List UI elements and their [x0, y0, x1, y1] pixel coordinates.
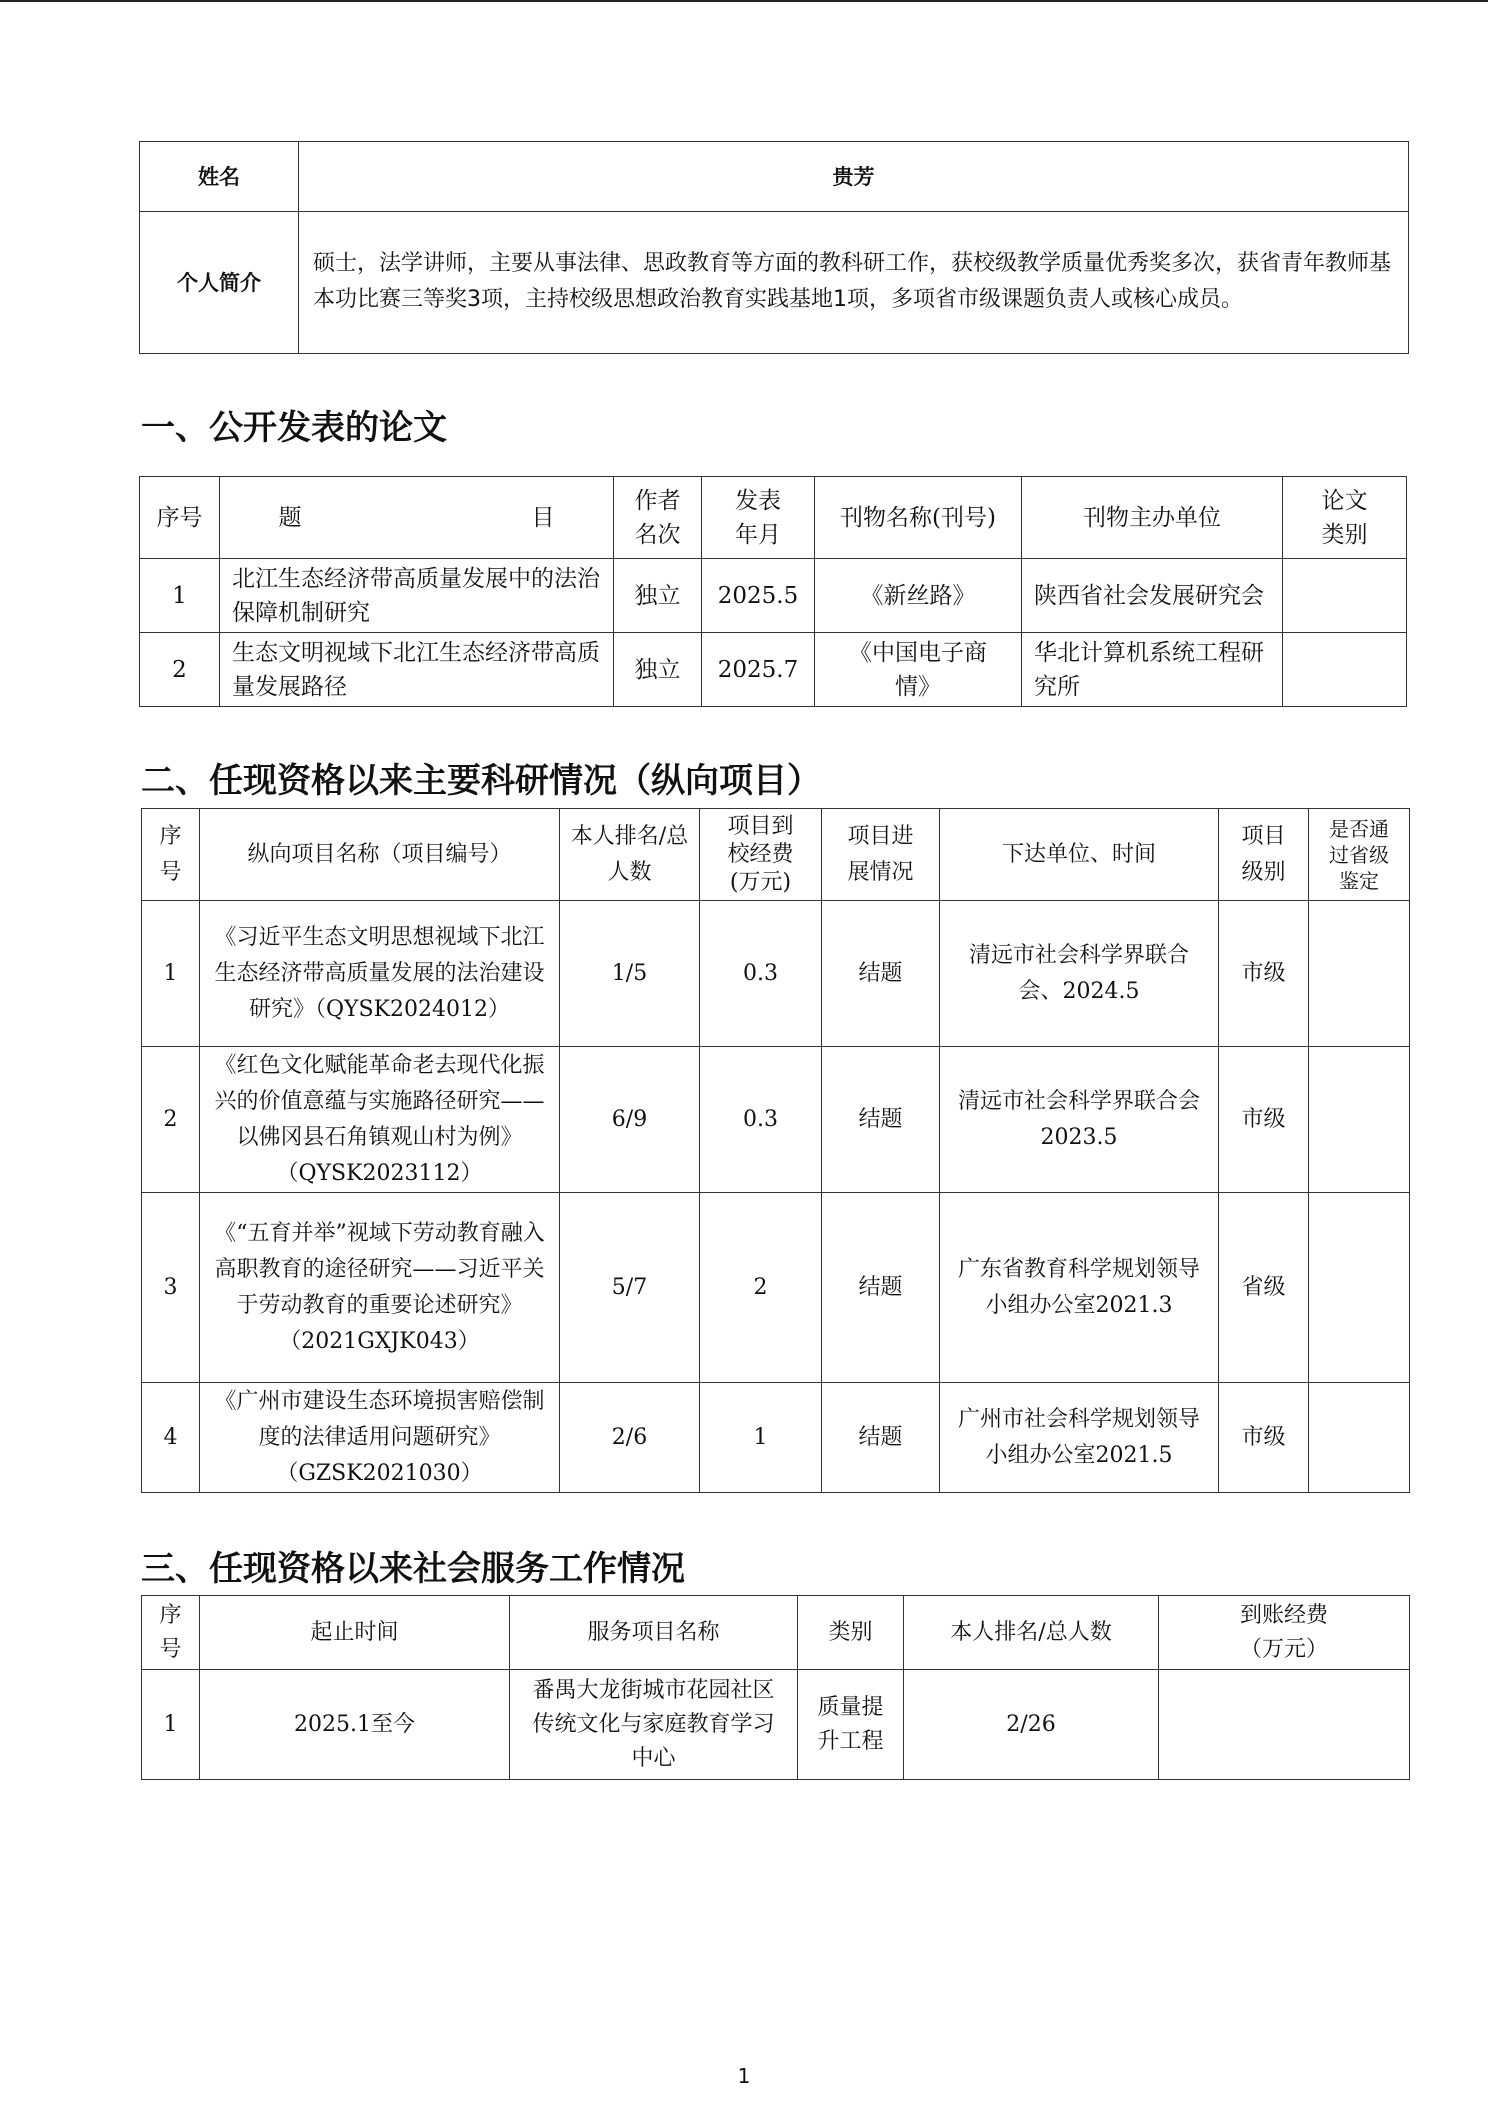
project-rank: 2/6 [560, 1383, 700, 1493]
project-funds: 0.3 [700, 1047, 822, 1193]
table-row [142, 901, 1410, 1047]
col-no: 序号 [142, 809, 200, 901]
project-name: 《红色文化赋能革命老去现代化振兴的价值意蕴与实施路径研究——以佛冈县石角镇观山村为例》（QYSK2023112） [200, 1047, 560, 1193]
project-rank: 6/9 [560, 1047, 700, 1193]
paper-sponsor: 华北计算机系统工程研究所 [1022, 633, 1283, 707]
project-progress: 结题 [822, 1383, 940, 1493]
papers-header-row [140, 477, 1407, 559]
table-row [142, 1047, 1410, 1193]
project-name: 《“五育并举”视域下劳动教育融入高职教育的途径研究——习近平关于劳动教育的重要论述研究》（2021GXJK043） [200, 1193, 560, 1383]
service-rank: 2/26 [904, 1670, 1159, 1780]
project-issuer: 清远市社会科学界联合会、2024.5 [940, 901, 1219, 1047]
project-name: 《广州市建设生态环境损害赔偿制度的法律适用问题研究》（GZSK2021030） [200, 1383, 560, 1493]
paper-rank: 独立 [614, 633, 702, 707]
col-project-name: 纵向项目名称（项目编号） [200, 809, 560, 901]
paper-category [1283, 559, 1407, 633]
project-funds: 0.3 [700, 901, 822, 1047]
section-title-service: 三、任现资格以来社会服务工作情况 [141, 1549, 685, 1589]
col-progress: 项目进展情况 [822, 809, 940, 901]
paper-date: 2025.7 [702, 633, 815, 707]
col-issuer: 下达单位、时间 [940, 809, 1219, 901]
col-author-rank: 作者名次 [614, 477, 702, 559]
project-appraisal [1309, 1383, 1410, 1493]
col-sponsor: 刊物主办单位 [1022, 477, 1283, 559]
col-level: 项目级别 [1219, 809, 1309, 901]
table-row [140, 633, 1407, 707]
project-appraisal [1309, 901, 1410, 1047]
project-progress: 结题 [822, 1047, 940, 1193]
col-pub-date: 发表年月 [702, 477, 815, 559]
bio-text: 硕士，法学讲师，主要从事法律、思政教育等方面的教科研工作，获校级教学质量优秀奖多次，获省青年教师基本功比赛三等奖3项，主持校级思想政治教育实践基地1项，多项省市级课题负责人或核心成员。 [299, 212, 1409, 354]
service-table [141, 1595, 1410, 1780]
service-no: 1 [142, 1670, 200, 1780]
paper-category [1283, 633, 1407, 707]
page-top-border [0, 0, 1488, 2]
service-type: 质量提升工程 [798, 1670, 904, 1780]
col-funds: 项目到校经费(万元) [700, 809, 822, 901]
service-project: 番禺大龙街城市花园社区传统文化与家庭教育学习中心 [510, 1670, 798, 1780]
col-rank: 本人排名/总人数 [560, 809, 700, 901]
project-progress: 结题 [822, 1193, 940, 1383]
col-no: 序号 [142, 1596, 200, 1670]
paper-sponsor: 陕西省社会发展研究会 [1022, 559, 1283, 633]
service-period: 2025.1至今 [200, 1670, 510, 1780]
col-project: 服务项目名称 [510, 1596, 798, 1670]
project-issuer: 清远市社会科学界联合会2023.5 [940, 1047, 1219, 1193]
project-level: 市级 [1219, 901, 1309, 1047]
paper-title: 生态文明视域下北江生态经济带高质量发展路径 [220, 633, 614, 707]
paper-journal: 《新丝路》 [815, 559, 1022, 633]
project-level: 省级 [1219, 1193, 1309, 1383]
project-level: 市级 [1219, 1047, 1309, 1193]
service-funds [1159, 1670, 1410, 1780]
project-appraisal [1309, 1047, 1410, 1193]
paper-title: 北江生态经济带高质量发展中的法治保障机制研究 [220, 559, 614, 633]
table-row [142, 1383, 1410, 1493]
col-no: 序号 [140, 477, 220, 559]
project-issuer: 广州市社会科学规划领导小组办公室2021.5 [940, 1383, 1219, 1493]
project-funds: 1 [700, 1383, 822, 1493]
table-row [142, 1193, 1410, 1383]
project-name: 《习近平生态文明思想视域下北江生态经济带高质量发展的法治建设研究》（QYSK2024012） [200, 901, 560, 1047]
project-level: 市级 [1219, 1383, 1309, 1493]
paper-no: 1 [140, 559, 220, 633]
project-rank: 5/7 [560, 1193, 700, 1383]
paper-journal: 《中国电子商情》 [815, 633, 1022, 707]
profile-table [139, 141, 1409, 354]
page-number: 1 [737, 2064, 751, 2088]
name-value: 贵芳 [299, 142, 1409, 212]
project-issuer: 广东省教育科学规划领导小组办公室2021.3 [940, 1193, 1219, 1383]
col-period: 起止时间 [200, 1596, 510, 1670]
col-journal: 刊物名称(刊号) [815, 477, 1022, 559]
col-category: 论文类别 [1283, 477, 1407, 559]
project-appraisal [1309, 1193, 1410, 1383]
col-appraisal: 是否通过省级鉴定 [1309, 809, 1410, 901]
col-type: 类别 [798, 1596, 904, 1670]
project-rank: 1/5 [560, 901, 700, 1047]
section-title-papers: 一、公开发表的论文 [141, 408, 447, 448]
project-funds: 2 [700, 1193, 822, 1383]
col-title [220, 477, 614, 559]
profile-bio-row [140, 212, 1409, 354]
section-title-research: 二、任现资格以来主要科研情况（纵向项目） [141, 761, 821, 801]
paper-date: 2025.5 [702, 559, 815, 633]
paper-rank: 独立 [614, 559, 702, 633]
research-table [141, 808, 1410, 1493]
project-no: 3 [142, 1193, 200, 1383]
project-progress: 结题 [822, 901, 940, 1047]
project-no: 4 [142, 1383, 200, 1493]
service-header-row [142, 1596, 1410, 1670]
paper-no: 2 [140, 633, 220, 707]
table-row [142, 1670, 1410, 1780]
project-no: 1 [142, 901, 200, 1047]
bio-label: 个人简介 [140, 212, 299, 354]
project-no: 2 [142, 1047, 200, 1193]
profile-name-row [140, 142, 1409, 212]
col-title-b: 目 [531, 504, 555, 531]
col-title-a: 题 [278, 504, 302, 531]
col-rank: 本人排名/总人数 [904, 1596, 1159, 1670]
table-row [140, 559, 1407, 633]
name-label: 姓名 [140, 142, 299, 212]
papers-table [139, 476, 1407, 707]
col-funds: 到账经费（万元） [1159, 1596, 1410, 1670]
research-header-row [142, 809, 1410, 901]
